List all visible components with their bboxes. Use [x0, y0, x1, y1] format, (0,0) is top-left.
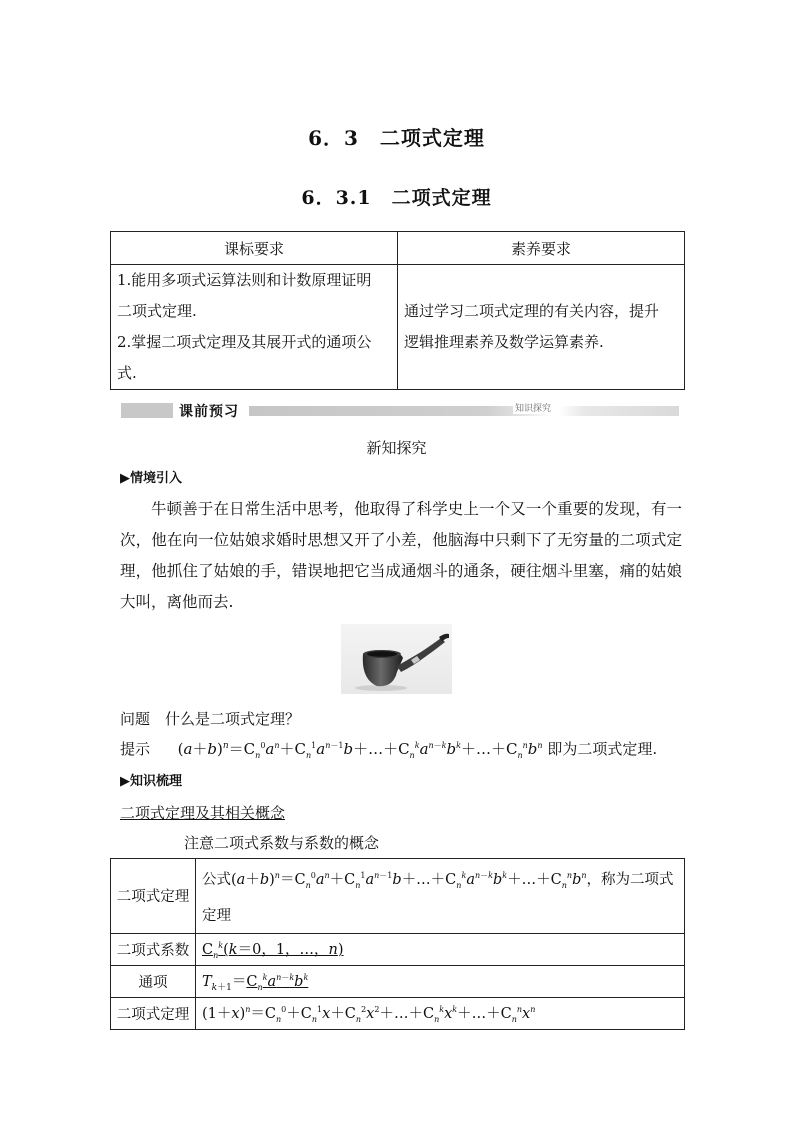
literacy-line: 逻辑推理素养及数学运算素养. [404, 333, 604, 351]
pipe-icon [341, 624, 452, 694]
theorem-formula: 公式$(a+b)^n=C_n^0a^n+C_n^1a^{n-1}b+\dots+C_n^ka^{n-k}b^k+\dots+C_n^nb^n$ [202, 871, 587, 890]
new-knowledge-heading: 新知探究 [366, 439, 427, 457]
binomial-formula: $(a+b)^n=C_n^0a^n+C_n^1a^{n-1}b+\dots+C_n^ka^{n-k}b^k+\dots+C_n^nb^n$ [177, 740, 543, 760]
row-key-coefficient: 二项式系数 [111, 933, 196, 965]
note-line: 注意二项式系数与系数的概念 [184, 834, 380, 852]
table-header-literacy: 素养要求 [398, 232, 685, 265]
hint-suffix: 即为二项式定理. [547, 740, 658, 758]
row-key-general-term: 通项 [111, 965, 196, 997]
pipe-image [341, 624, 452, 694]
special-case-formula: $(1+x)^n=C_n^0+C_n^1x+C_n^2x^2+\dots+C_n^kx^k+\dots+C_n^nx^n$ [202, 1005, 536, 1025]
banner-left-bar [121, 403, 173, 418]
hint-label: 提示 [120, 740, 151, 758]
banner-right-label: 知识探究 [513, 401, 553, 414]
standard-line: 1.能用多项式运算法则和计数原理证明 [117, 271, 372, 289]
literacy-line: 通过学习二项式定理的有关内容，提升 [404, 302, 660, 320]
standard-line: 2.掌握二项式定理及其展开式的通项公 [117, 333, 372, 351]
question-line: 问题 什么是二项式定理？ [120, 710, 301, 728]
hint-line [120, 738, 657, 760]
row-key-theorem: 二项式定理 [111, 859, 196, 934]
standard-line: 二项式定理. [117, 302, 197, 320]
concept-table [110, 858, 685, 1030]
table-header-standard: 课标要求 [111, 232, 398, 265]
row-key-special-case: 二项式定理 [111, 997, 196, 1029]
concept-title: 二项式定理及其相关概念 [120, 804, 286, 822]
general-term-formula: $T_{k+1}=C_n^ka^{n-k}b^k$ [202, 972, 309, 993]
story-paragraph: 牛顿善于在日常生活中思考，他取得了科学史上一个又一个重要的发现，有一次，他在向一位姑娘求婚时思想又开了小差，他脑海中只剩下了无穷量的二项式定理，他抓住了姑娘的手，错误地把它当成通烟斗的通条，硬往烟斗里塞，痛的姑娘大叫，离他而去. [120, 500, 682, 611]
preview-banner [121, 403, 679, 418]
coefficient-cell [196, 933, 685, 965]
requirements-table [110, 231, 685, 390]
standard-line: 式. [117, 364, 137, 382]
literacy-requirements-cell [398, 265, 685, 390]
theorem-tail: ，称为二项式定理 [202, 871, 674, 924]
knowledge-marker: ▶知识梳理 [120, 774, 182, 789]
banner-label: 课前预习 [179, 404, 239, 420]
banner-right-bar [249, 406, 679, 416]
special-case-cell [196, 997, 685, 1029]
general-term-cell [196, 965, 685, 997]
standard-requirements-cell [111, 265, 398, 390]
coefficient-formula: $C_n^k(k=0$，1，…，n) [202, 941, 344, 961]
page-title: 6．3 二项式定理 [308, 126, 485, 150]
section-title: 6．3.1 二项式定理 [301, 187, 492, 209]
theorem-formula-cell [196, 859, 685, 934]
scenario-marker: ▶情境引入 [120, 471, 182, 486]
